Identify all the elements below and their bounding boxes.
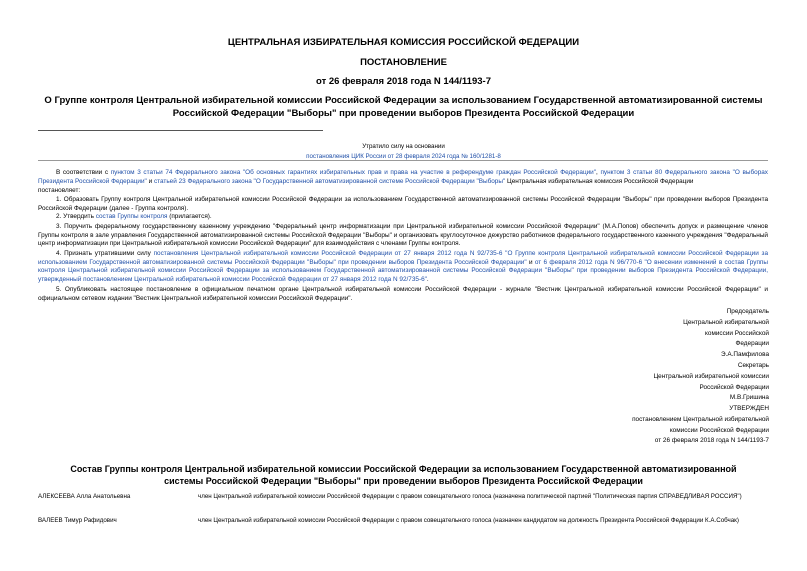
signature-org: Центральной избирательной комиссии <box>653 372 769 380</box>
signature-org: Российской Федерации <box>699 383 769 391</box>
text-fragment: 4. Признать утратившими силу <box>56 250 154 257</box>
composition-title: Состав Группы контроля Центральной избирательной комиссии Российской Федерации за использованием Государственной автоматизированной системы Российской Федерации "Выборы" при проведении выборов Президента Российской Федерации <box>70 464 737 486</box>
approval-word: УТВЕРЖДЕН <box>729 405 769 412</box>
member-description: член Центральной избирательной комиссии Российской Федерации с правом совещательного голоса (назначен кандидатом на должность Президента Российской Федерации К.А.Собчак) <box>198 517 739 524</box>
member-name: АЛЕКСЕЕВА Алла Анатольевна <box>38 493 131 500</box>
authority-heading: ЦЕНТРАЛЬНАЯ ИЗБИРАТЕЛЬНАЯ КОМИССИЯ РОССИЙСКОЙ ФЕДЕРАЦИИ <box>227 37 580 48</box>
approval-line: от 26 февраля 2018 года N 144/1193-7 <box>654 437 769 445</box>
divider <box>38 130 323 131</box>
signature-name: Э.А.Памфилова <box>720 351 769 359</box>
signature-org: Центральной избирательной <box>683 318 769 326</box>
date-number-heading: от 26 февраля 2018 года N 144/1193-7 <box>316 76 491 87</box>
paragraph-2 <box>38 213 768 222</box>
text-fragment: 2. Утвердить <box>56 213 96 220</box>
document-title: О Группе контроля Центральной избирательной комиссии Российской Федерации за использованием Государственной автоматизированной системы Российской Федерации "Выборы" при проведении выборов Президента Российской Федерации <box>44 95 763 119</box>
divider <box>38 160 768 161</box>
text-fragment: Центральная избирательная комиссия Российской Федерации <box>505 177 694 185</box>
repealed-link-1[interactable]: постановления Центральной избирательной комиссии Российской Федерации от 27 января 2012 года N 92/735-6 "О Группе контроля Центральной избирательной комиссии Российской Федерации за использованием Государственной автоматизированной системы Российской Федерации "Выборы" при проведении выборов Президента Российской Федерации" <box>38 250 769 266</box>
text-fragment: В соответствии с <box>56 169 111 176</box>
secretary-signature-block <box>469 361 769 404</box>
approval-line: комиссии Российской Федерации <box>669 426 769 434</box>
text-fragment: . <box>426 275 429 283</box>
text-fragment: и <box>526 258 535 266</box>
signature-role: Председатель <box>726 308 769 315</box>
signature-role: Секретарь <box>737 362 769 369</box>
approval-stamp-block <box>469 404 769 447</box>
composition-link[interactable]: состав Группы контроля <box>95 213 168 220</box>
paragraph-4 <box>38 250 768 284</box>
preamble-paragraph <box>38 169 768 186</box>
paragraph-5: 5. Опубликовать настоящее постановление в официальном печатном органе Центральной избирательной комиссии Российской Федерации - журнале "Вестник Центральной избирательной комиссии Российской Федерации" и официальном сетевом издании "Вестник Центральной избирательной комиссии Российской Федерации". <box>38 286 768 302</box>
text-fragment: и <box>146 177 154 185</box>
text-fragment: , <box>596 169 601 176</box>
lost-force-link[interactable]: постановления ЦИК России от 28 февраля 2024 года № 160/1281-8 <box>306 153 501 160</box>
text-fragment: (прилагается). <box>167 213 212 220</box>
signature-org: Федерации <box>735 340 769 348</box>
law-link-2[interactable]: пунктом 3 статьи 80 Федерального закона "О выборах Президента Российской Федерации" <box>38 169 768 185</box>
lost-force-note: Утратило силу на основании <box>362 143 445 150</box>
repealed-link-2[interactable]: от 6 февраля 2012 года N 96/770-6 "О внесении изменений в состав Группы контроля Центральной избирательной комиссии Российской Федерации за использованием Государственной автоматизированной системы Российской Федерации "Выборы" при проведении выборов Президента Российской Федерации, утвержденный постановлением Центральной избирательной комиссии Российской Федерации от 27 января 2012 года N 92/735-6" <box>38 258 768 283</box>
signature-name: М.В.Гришина <box>729 394 769 402</box>
lost-force-link-line <box>0 153 807 160</box>
approval-line: постановлением Центральной избирательной <box>632 415 769 423</box>
doc-type-heading: ПОСТАНОВЛЕНИЕ <box>360 57 447 68</box>
law-link-3[interactable]: статьей 23 Федерального закона "О Государственной автоматизированной системе Российской Федерации "Выборы" <box>153 177 506 185</box>
member-description: член Центральной избирательной комиссии Российской Федерации с правом совещательного голоса (назначена политической партией "Политическая партия СПРАВЕДЛИВАЯ РОССИЯ") <box>198 493 742 500</box>
signature-org: комиссии Российской <box>705 329 769 337</box>
member-name: ВАЛЕЕВ Тимур Рафидович <box>38 517 117 524</box>
paragraph-3: 3. Поручить федеральному государственному казенному учреждению "Федеральный центр информатизации при Центральной избирательной комиссии Российской Федерации" (М.А.Попов) обеспечить допуск и размещение членов Группы контроля в зале управления Государственной автоматизированной системы Российской Федерации "Выборы" и организовать круглосуточное дежурство работников федерального государственного казенного учреждения "Федеральный центр информатизации при Центральной избирательной комиссии Российской Федерации" для взаимодействия с членами Группы контроля. <box>38 223 768 248</box>
law-link-1[interactable]: пунктом 3 статьи 74 Федерального закона "Об основных гарантиях избирательных прав и права на участие в референдуме граждан Российской Федерации" <box>110 169 597 176</box>
paragraph-1: 1. Образовать Группу контроля Центральной избирательной комиссии Российской Федерации за использованием Государственной автоматизированной системы Российской Федерации "Выборы" при проведении выборов Президента Российской Федерации (далее - Группа контроля). <box>38 196 768 212</box>
chair-signature-block <box>469 307 769 361</box>
resolves-line: постановляет: <box>38 187 81 194</box>
